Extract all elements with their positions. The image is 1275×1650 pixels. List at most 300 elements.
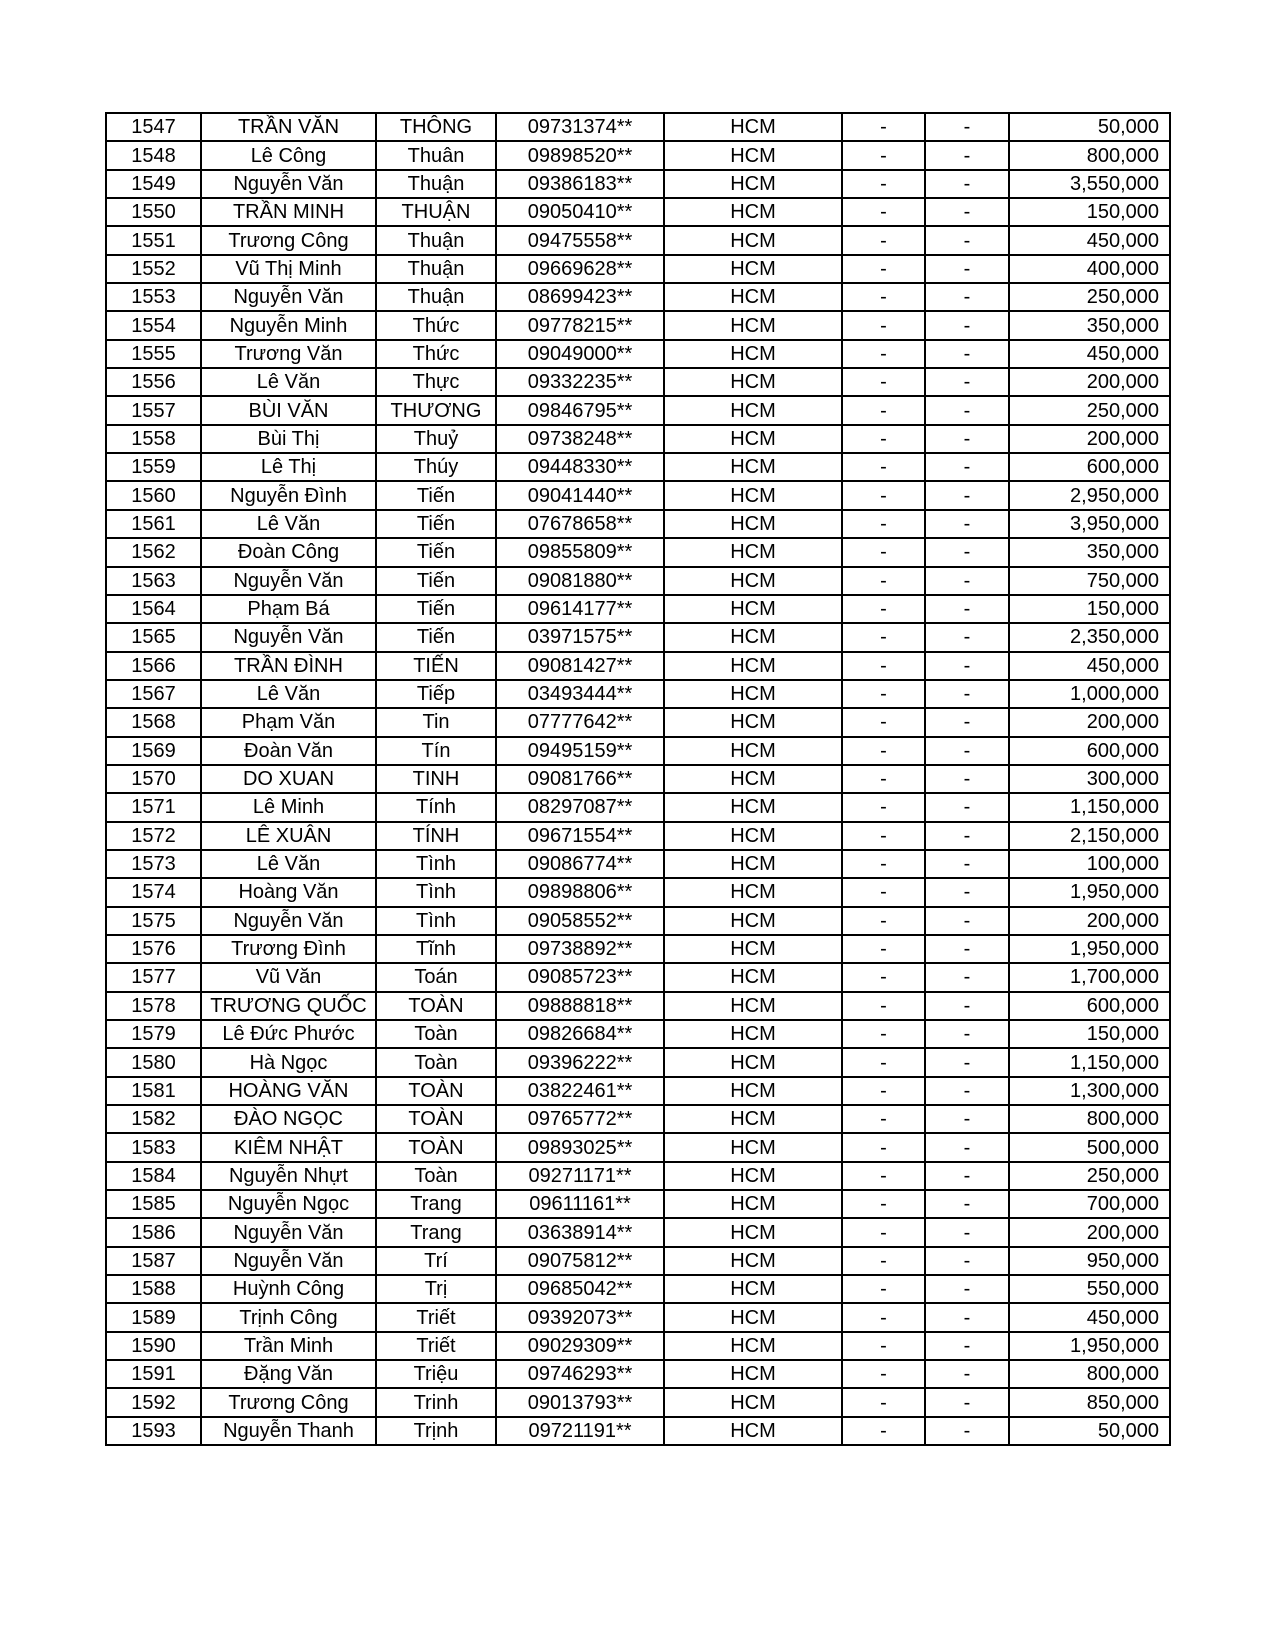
amount-cell: 450,000 (1009, 226, 1170, 254)
phone-cell: 07678658** (496, 510, 664, 538)
city-cell: HCM (664, 340, 842, 368)
amount-cell: 1,700,000 (1009, 963, 1170, 991)
row-number-cell: 1564 (106, 595, 201, 623)
surname-cell: Lê Đức Phước (201, 1020, 376, 1048)
row-number-cell: 1570 (106, 765, 201, 793)
surname-cell: Nguyễn Thanh (201, 1417, 376, 1445)
row-number-cell: 1565 (106, 623, 201, 651)
phone-cell: 09778215** (496, 311, 664, 339)
dash-cell-2: - (925, 623, 1009, 651)
amount-cell: 500,000 (1009, 1133, 1170, 1161)
amount-cell: 350,000 (1009, 538, 1170, 566)
given-name-cell: TOÀN (376, 1133, 496, 1161)
phone-cell: 09448330** (496, 453, 664, 481)
amount-cell: 850,000 (1009, 1388, 1170, 1416)
given-name-cell: Trang (376, 1218, 496, 1246)
surname-cell: HOÀNG VĂN (201, 1077, 376, 1105)
city-cell: HCM (664, 652, 842, 680)
given-name-cell: TOÀN (376, 1077, 496, 1105)
dash-cell-1: - (842, 935, 925, 963)
dash-cell-2: - (925, 1417, 1009, 1445)
city-cell: HCM (664, 1162, 842, 1190)
table-row (106, 1303, 1170, 1331)
city-cell: HCM (664, 311, 842, 339)
dash-cell-2: - (925, 793, 1009, 821)
table-row (106, 793, 1170, 821)
dash-cell-2: - (925, 198, 1009, 226)
given-name-cell: Trí (376, 1247, 496, 1275)
given-name-cell: Triết (376, 1332, 496, 1360)
table-row (106, 708, 1170, 736)
row-number-cell: 1592 (106, 1388, 201, 1416)
dash-cell-1: - (842, 567, 925, 595)
given-name-cell: Tiếp (376, 680, 496, 708)
surname-cell: Nguyễn Văn (201, 623, 376, 651)
amount-cell: 1,150,000 (1009, 1048, 1170, 1076)
dash-cell-2: - (925, 1303, 1009, 1331)
amount-cell: 1,300,000 (1009, 1077, 1170, 1105)
given-name-cell: TOÀN (376, 1105, 496, 1133)
surname-cell: Trịnh Công (201, 1303, 376, 1331)
amount-cell: 950,000 (1009, 1247, 1170, 1275)
phone-cell: 07777642** (496, 708, 664, 736)
dash-cell-1: - (842, 680, 925, 708)
amount-cell: 150,000 (1009, 1020, 1170, 1048)
dash-cell-1: - (842, 1247, 925, 1275)
phone-cell: 09075812** (496, 1247, 664, 1275)
surname-cell: DO XUAN (201, 765, 376, 793)
table-row (106, 340, 1170, 368)
surname-cell: Nguyễn Văn (201, 907, 376, 935)
surname-cell: Lê Công (201, 141, 376, 169)
table-row (106, 680, 1170, 708)
table-row (106, 992, 1170, 1020)
row-number-cell: 1593 (106, 1417, 201, 1445)
surname-cell: Phạm Văn (201, 708, 376, 736)
dash-cell-1: - (842, 141, 925, 169)
table-row (106, 198, 1170, 226)
surname-cell: LÊ XUÂN (201, 822, 376, 850)
city-cell: HCM (664, 1105, 842, 1133)
table-row (106, 538, 1170, 566)
city-cell: HCM (664, 198, 842, 226)
table-row (106, 822, 1170, 850)
surname-cell: KIÊM NHẬT (201, 1133, 376, 1161)
city-cell: HCM (664, 623, 842, 651)
table-row (106, 255, 1170, 283)
dash-cell-1: - (842, 1275, 925, 1303)
row-number-cell: 1558 (106, 425, 201, 453)
given-name-cell: Thúy (376, 453, 496, 481)
row-number-cell: 1563 (106, 567, 201, 595)
given-name-cell: Tín (376, 737, 496, 765)
city-cell: HCM (664, 453, 842, 481)
amount-cell: 800,000 (1009, 1360, 1170, 1388)
amount-cell: 600,000 (1009, 737, 1170, 765)
row-number-cell: 1548 (106, 141, 201, 169)
phone-cell: 09050410** (496, 198, 664, 226)
city-cell: HCM (664, 510, 842, 538)
table-row (106, 1077, 1170, 1105)
table-row (106, 935, 1170, 963)
dash-cell-2: - (925, 141, 1009, 169)
surname-cell: Vũ Văn (201, 963, 376, 991)
phone-cell: 09041440** (496, 481, 664, 509)
surname-cell: Nguyễn Văn (201, 1247, 376, 1275)
phone-cell: 08699423** (496, 283, 664, 311)
row-number-cell: 1555 (106, 340, 201, 368)
row-number-cell: 1560 (106, 481, 201, 509)
given-name-cell: Toàn (376, 1020, 496, 1048)
phone-cell: 09081427** (496, 652, 664, 680)
dash-cell-1: - (842, 652, 925, 680)
surname-cell: BÙI VĂN (201, 396, 376, 424)
row-number-cell: 1549 (106, 170, 201, 198)
amount-cell: 2,150,000 (1009, 822, 1170, 850)
given-name-cell: Tính (376, 793, 496, 821)
city-cell: HCM (664, 1247, 842, 1275)
city-cell: HCM (664, 396, 842, 424)
dash-cell-1: - (842, 538, 925, 566)
dash-cell-2: - (925, 1105, 1009, 1133)
given-name-cell: Triệu (376, 1360, 496, 1388)
given-name-cell: Tiến (376, 595, 496, 623)
table-row (106, 425, 1170, 453)
phone-cell: 09081766** (496, 765, 664, 793)
amount-cell: 200,000 (1009, 1218, 1170, 1246)
amount-cell: 700,000 (1009, 1190, 1170, 1218)
given-name-cell: Trịnh (376, 1417, 496, 1445)
surname-cell: TRẦN VĂN (201, 113, 376, 141)
dash-cell-2: - (925, 963, 1009, 991)
row-number-cell: 1585 (106, 1190, 201, 1218)
city-cell: HCM (664, 992, 842, 1020)
city-cell: HCM (664, 1048, 842, 1076)
given-name-cell: Tiến (376, 510, 496, 538)
given-name-cell: Thức (376, 311, 496, 339)
row-number-cell: 1566 (106, 652, 201, 680)
surname-cell: Hoàng Văn (201, 878, 376, 906)
row-number-cell: 1584 (106, 1162, 201, 1190)
city-cell: HCM (664, 283, 842, 311)
dash-cell-2: - (925, 368, 1009, 396)
dash-cell-2: - (925, 226, 1009, 254)
surname-cell: TRẦN ĐÌNH (201, 652, 376, 680)
phone-cell: 09013793** (496, 1388, 664, 1416)
row-number-cell: 1591 (106, 1360, 201, 1388)
city-cell: HCM (664, 850, 842, 878)
table-row (106, 1417, 1170, 1445)
dash-cell-2: - (925, 481, 1009, 509)
phone-cell: 09392073** (496, 1303, 664, 1331)
dash-cell-1: - (842, 113, 925, 141)
row-number-cell: 1557 (106, 396, 201, 424)
amount-cell: 2,350,000 (1009, 623, 1170, 651)
phone-cell: 09029309** (496, 1332, 664, 1360)
phone-cell: 09495159** (496, 737, 664, 765)
dash-cell-2: - (925, 680, 1009, 708)
given-name-cell: Tin (376, 708, 496, 736)
city-cell: HCM (664, 907, 842, 935)
dash-cell-2: - (925, 1133, 1009, 1161)
table-row (106, 1275, 1170, 1303)
amount-cell: 50,000 (1009, 1417, 1170, 1445)
dash-cell-1: - (842, 255, 925, 283)
row-number-cell: 1568 (106, 708, 201, 736)
row-number-cell: 1572 (106, 822, 201, 850)
dash-cell-2: - (925, 113, 1009, 141)
dash-cell-1: - (842, 396, 925, 424)
dash-cell-2: - (925, 1360, 1009, 1388)
dash-cell-1: - (842, 1133, 925, 1161)
table-row (106, 368, 1170, 396)
row-number-cell: 1547 (106, 113, 201, 141)
dash-cell-1: - (842, 198, 925, 226)
city-cell: HCM (664, 680, 842, 708)
table-row (106, 481, 1170, 509)
table-row (106, 226, 1170, 254)
phone-cell: 09846795** (496, 396, 664, 424)
dash-cell-2: - (925, 765, 1009, 793)
city-cell: HCM (664, 935, 842, 963)
row-number-cell: 1559 (106, 453, 201, 481)
table-row (106, 1105, 1170, 1133)
city-cell: HCM (664, 226, 842, 254)
dash-cell-2: - (925, 538, 1009, 566)
given-name-cell: Thuận (376, 170, 496, 198)
phone-cell: 09475558** (496, 226, 664, 254)
dash-cell-1: - (842, 1162, 925, 1190)
amount-cell: 250,000 (1009, 1162, 1170, 1190)
row-number-cell: 1553 (106, 283, 201, 311)
given-name-cell: Thực (376, 368, 496, 396)
row-number-cell: 1587 (106, 1247, 201, 1275)
dash-cell-1: - (842, 595, 925, 623)
surname-cell: Nguyễn Văn (201, 1218, 376, 1246)
surname-cell: Lê Văn (201, 368, 376, 396)
amount-cell: 200,000 (1009, 368, 1170, 396)
surname-cell: Nguyễn Minh (201, 311, 376, 339)
city-cell: HCM (664, 1303, 842, 1331)
row-number-cell: 1581 (106, 1077, 201, 1105)
city-cell: HCM (664, 963, 842, 991)
city-cell: HCM (664, 1020, 842, 1048)
dash-cell-2: - (925, 170, 1009, 198)
amount-cell: 3,550,000 (1009, 170, 1170, 198)
dash-cell-1: - (842, 737, 925, 765)
dash-cell-1: - (842, 425, 925, 453)
row-number-cell: 1579 (106, 1020, 201, 1048)
surname-cell: Trương Công (201, 226, 376, 254)
given-name-cell: TÍNH (376, 822, 496, 850)
phone-cell: 09893025** (496, 1133, 664, 1161)
given-name-cell: Tình (376, 878, 496, 906)
surname-cell: Nguyễn Văn (201, 170, 376, 198)
surname-cell: Hà Ngọc (201, 1048, 376, 1076)
amount-cell: 600,000 (1009, 992, 1170, 1020)
phone-cell: 09614177** (496, 595, 664, 623)
table-row (106, 1190, 1170, 1218)
city-cell: HCM (664, 708, 842, 736)
table-row (106, 652, 1170, 680)
phone-cell: 09738892** (496, 935, 664, 963)
amount-cell: 800,000 (1009, 1105, 1170, 1133)
phone-cell: 03638914** (496, 1218, 664, 1246)
given-name-cell: Tiến (376, 481, 496, 509)
given-name-cell: Toàn (376, 1162, 496, 1190)
dash-cell-1: - (842, 623, 925, 651)
row-number-cell: 1590 (106, 1332, 201, 1360)
row-number-cell: 1583 (106, 1133, 201, 1161)
dash-cell-2: - (925, 737, 1009, 765)
table-row (106, 765, 1170, 793)
surname-cell: TRƯƠNG QUỐC (201, 992, 376, 1020)
phone-cell: 09611161** (496, 1190, 664, 1218)
surname-cell: Nguyễn Đình (201, 481, 376, 509)
dash-cell-1: - (842, 1388, 925, 1416)
dash-cell-2: - (925, 1048, 1009, 1076)
dash-cell-2: - (925, 283, 1009, 311)
dash-cell-2: - (925, 1218, 1009, 1246)
table-row (106, 1247, 1170, 1275)
surname-cell: Lê Văn (201, 510, 376, 538)
surname-cell: Nguyễn Ngọc (201, 1190, 376, 1218)
amount-cell: 200,000 (1009, 708, 1170, 736)
phone-cell: 03493444** (496, 680, 664, 708)
phone-cell: 09086774** (496, 850, 664, 878)
table-row (106, 907, 1170, 935)
dash-cell-2: - (925, 567, 1009, 595)
amount-cell: 400,000 (1009, 255, 1170, 283)
dash-cell-1: - (842, 907, 925, 935)
dash-cell-1: - (842, 510, 925, 538)
surname-cell: Vũ Thị Minh (201, 255, 376, 283)
amount-cell: 2,950,000 (1009, 481, 1170, 509)
given-name-cell: Thuận (376, 226, 496, 254)
given-name-cell: Trang (376, 1190, 496, 1218)
dash-cell-1: - (842, 453, 925, 481)
table-row (106, 170, 1170, 198)
table-row (106, 510, 1170, 538)
phone-cell: 09898520** (496, 141, 664, 169)
amount-cell: 450,000 (1009, 1303, 1170, 1331)
table-row (106, 878, 1170, 906)
surname-cell: Trương Văn (201, 340, 376, 368)
dash-cell-2: - (925, 453, 1009, 481)
surname-cell: Trần Minh (201, 1332, 376, 1360)
city-cell: HCM (664, 425, 842, 453)
row-number-cell: 1586 (106, 1218, 201, 1246)
table-row (106, 567, 1170, 595)
phone-cell: 09685042** (496, 1275, 664, 1303)
amount-cell: 200,000 (1009, 425, 1170, 453)
given-name-cell: Tĩnh (376, 935, 496, 963)
surname-cell: Bùi Thị (201, 425, 376, 453)
city-cell: HCM (664, 255, 842, 283)
surname-cell: Đoàn Văn (201, 737, 376, 765)
dash-cell-1: - (842, 481, 925, 509)
given-name-cell: TINH (376, 765, 496, 793)
dash-cell-2: - (925, 1077, 1009, 1105)
city-cell: HCM (664, 141, 842, 169)
surname-cell: Huỳnh Công (201, 1275, 376, 1303)
amount-cell: 1,150,000 (1009, 793, 1170, 821)
amount-cell: 550,000 (1009, 1275, 1170, 1303)
row-number-cell: 1588 (106, 1275, 201, 1303)
city-cell: HCM (664, 170, 842, 198)
given-name-cell: Triết (376, 1303, 496, 1331)
given-name-cell: Thuận (376, 283, 496, 311)
given-name-cell: Trinh (376, 1388, 496, 1416)
dash-cell-1: - (842, 708, 925, 736)
city-cell: HCM (664, 1417, 842, 1445)
surname-cell: Lê Thị (201, 453, 376, 481)
phone-cell: 09826684** (496, 1020, 664, 1048)
dash-cell-1: - (842, 1360, 925, 1388)
table-row (106, 311, 1170, 339)
dash-cell-2: - (925, 425, 1009, 453)
row-number-cell: 1567 (106, 680, 201, 708)
city-cell: HCM (664, 822, 842, 850)
amount-cell: 3,950,000 (1009, 510, 1170, 538)
amount-cell: 1,000,000 (1009, 680, 1170, 708)
dash-cell-1: - (842, 1303, 925, 1331)
phone-cell: 09738248** (496, 425, 664, 453)
phone-cell: 09081880** (496, 567, 664, 595)
dash-cell-2: - (925, 652, 1009, 680)
row-number-cell: 1582 (106, 1105, 201, 1133)
amount-cell: 350,000 (1009, 311, 1170, 339)
table-row (106, 1360, 1170, 1388)
dash-cell-1: - (842, 850, 925, 878)
amount-cell: 800,000 (1009, 141, 1170, 169)
phone-cell: 09855809** (496, 538, 664, 566)
dash-cell-2: - (925, 340, 1009, 368)
amount-cell: 300,000 (1009, 765, 1170, 793)
table-row (106, 396, 1170, 424)
dash-cell-2: - (925, 255, 1009, 283)
amount-cell: 150,000 (1009, 595, 1170, 623)
amount-cell: 750,000 (1009, 567, 1170, 595)
surname-cell: Đoàn Công (201, 538, 376, 566)
phone-cell: 09746293** (496, 1360, 664, 1388)
row-number-cell: 1554 (106, 311, 201, 339)
surname-cell: Lê Văn (201, 850, 376, 878)
given-name-cell: THÔNG (376, 113, 496, 141)
phone-cell: 09765772** (496, 1105, 664, 1133)
dash-cell-2: - (925, 1275, 1009, 1303)
phone-cell: 09898806** (496, 878, 664, 906)
city-cell: HCM (664, 1218, 842, 1246)
dash-cell-1: - (842, 1218, 925, 1246)
dash-cell-1: - (842, 1020, 925, 1048)
table-row (106, 1218, 1170, 1246)
phone-cell: 09049000** (496, 340, 664, 368)
dash-cell-1: - (842, 1190, 925, 1218)
row-number-cell: 1574 (106, 878, 201, 906)
city-cell: HCM (664, 113, 842, 141)
surname-cell: Nguyễn Văn (201, 567, 376, 595)
dash-cell-1: - (842, 311, 925, 339)
city-cell: HCM (664, 1077, 842, 1105)
city-cell: HCM (664, 1332, 842, 1360)
dash-cell-2: - (925, 1332, 1009, 1360)
row-number-cell: 1561 (106, 510, 201, 538)
dash-cell-2: - (925, 935, 1009, 963)
row-number-cell: 1580 (106, 1048, 201, 1076)
row-number-cell: 1573 (106, 850, 201, 878)
dash-cell-2: - (925, 850, 1009, 878)
